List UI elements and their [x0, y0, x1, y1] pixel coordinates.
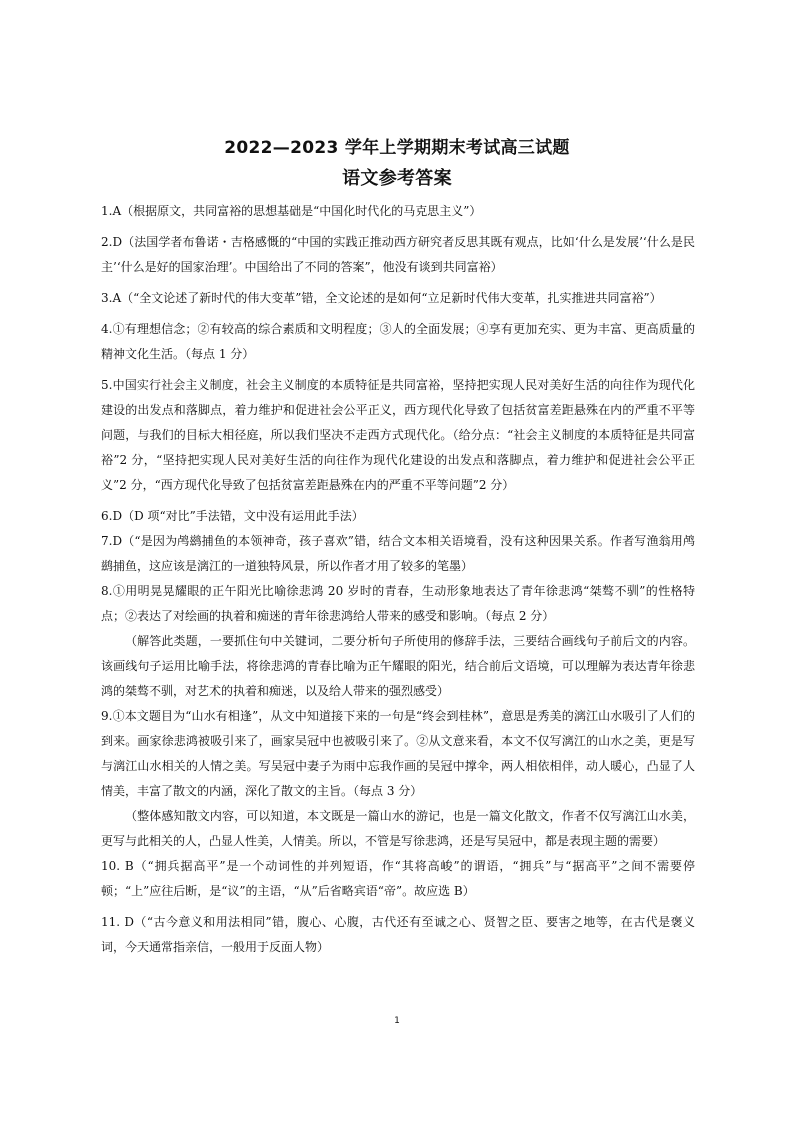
answer-7: 7.D（“是因为鸬鹚捕鱼的本领神奇，孩子喜欢”错，结合文本相关语境看，没有这种因果关系。作者写渔翁用鸬鹚捕鱼，这应该是漓江的一道独特风景，所以作者才用了较多的笔墨） [101, 534, 695, 573]
answer-6: 6.D（D 项“对比”手法错，文中没有运用此手法） [101, 509, 364, 523]
answer-9: 9.①本文题目为“山水有相逢”，从文中知道接下来的一句是“终会到桂林”，意思是秀美的漓江山水吸引了人们的到来。画家徐悲鸿被吸引来了，画家吴冠中也被吸引来了。②从文意来看，本文不仅写漓江的山水之美，更是写与漓江山水相关的人情之美。写吴冠中妻子为雨中忘我作画的吴冠中撑伞，两人相依相伴，动人暖心，凸显了人情美，丰富了散文的内涵，深化了散文的主旨。（每点 3 分） [101, 709, 695, 798]
answer-1: 1.A（根据原文，共同富裕的思想基础是“中国化时代化的马克思主义”） [101, 204, 482, 218]
page-number: 1 [394, 1016, 400, 1026]
document-subtitle: 语文参考答案 [342, 168, 452, 189]
answer-4: 4.①有理想信念；②有较高的综合素质和文明程度；③人的全面发展；④享有更加充实、更为丰富、更高质量的精神文化生活。（每点 1 分） [101, 322, 695, 361]
answer-list [101, 199, 695, 966]
answer-3: 3.A（“全文论述了新时代的伟大变革”错，全文论述的是如何“立足新时代伟大变革，扎实推进共同富裕”） [101, 291, 662, 305]
answer-5: 5.中国实行社会主义制度，社会主义制度的本质特征是共同富裕，坚持把实现人民对美好生活的向往作为现代化建设的出发点和落脚点，着力维护和促进社会公平正义，西方现代化导致了包括贫富差距悬殊在内的严重不平等问题，与我们的目标大相径庭，所以我们坚决不走西方式现代化。（给分点：“社会主义制度的本质特征是共同富裕”2 分，“坚持把实现人民对美好生活的向往作为现代化建设的出发点和落脚点，着力维护和促进社会公平正义”2 分，“西方现代化导致了包括贫富差距悬殊在内的严重不平等问题”2 分） [101, 378, 695, 492]
document-title: 2022—2023 学年上学期期末考试高三试题 [224, 138, 570, 158]
answer-8-explanation: （解答此类题，一要抓住句中关键词，二要分析句子所使用的修辞手法，三要结合画线句子前后文的内容。该画线句子运用比喻手法，将徐悲鸿的青春比喻为正午耀眼的阳光，结合前后文语境，可以理解为表达青年徐悲鸿的桀骜不驯，对艺术的执着和痴迷，以及给人带来的强烈感受） [101, 634, 695, 698]
answer-10: 10. B（“拥兵据高平”是一个动词性的并列短语，作“其将高峻”的谓语，“拥兵”与“据高平”之间不需要停顿；“上”应往后断，是“议”的主语，“从”后省略宾语“帝”。故应选 B） [101, 859, 695, 898]
answer-9-explanation: （整体感知散文内容，可以知道，本文既是一篇山水的游记，也是一篇文化散文，作者不仅写漓江山水美，更写与此相关的人，凸显人性美，人情美。所以，不管是写徐悲鸿，还是写吴冠中，都是表现主题的需要） [101, 809, 695, 848]
answer-2: 2.D（法国学者布鲁诺・吉格感慨的“中国的实践正推动西方研究者反思其既有观点，比如‘什么是发展’‘什么是民主’‘什么是好的国家治理’。中国给出了不同的答案”，他没有谈到共同富裕） [101, 235, 695, 274]
answer-8: 8.①用明晃晃耀眼的正午阳光比喻徐悲鸿 20 岁时的青春，生动形象地表达了青年徐悲鸿“桀骜不驯”的性格特点；②表达了对绘画的执着和痴迷的青年徐悲鸿给人带来的感受和影响。（每点 2 分） [101, 584, 695, 623]
answer-11: 11. D（“古今意义和用法相同”错，腹心、心腹，古代还有至诚之心、贤智之臣、要害之地等，在古代是褒义词，今天通常指亲信，一般用于反面人物） [101, 915, 695, 954]
